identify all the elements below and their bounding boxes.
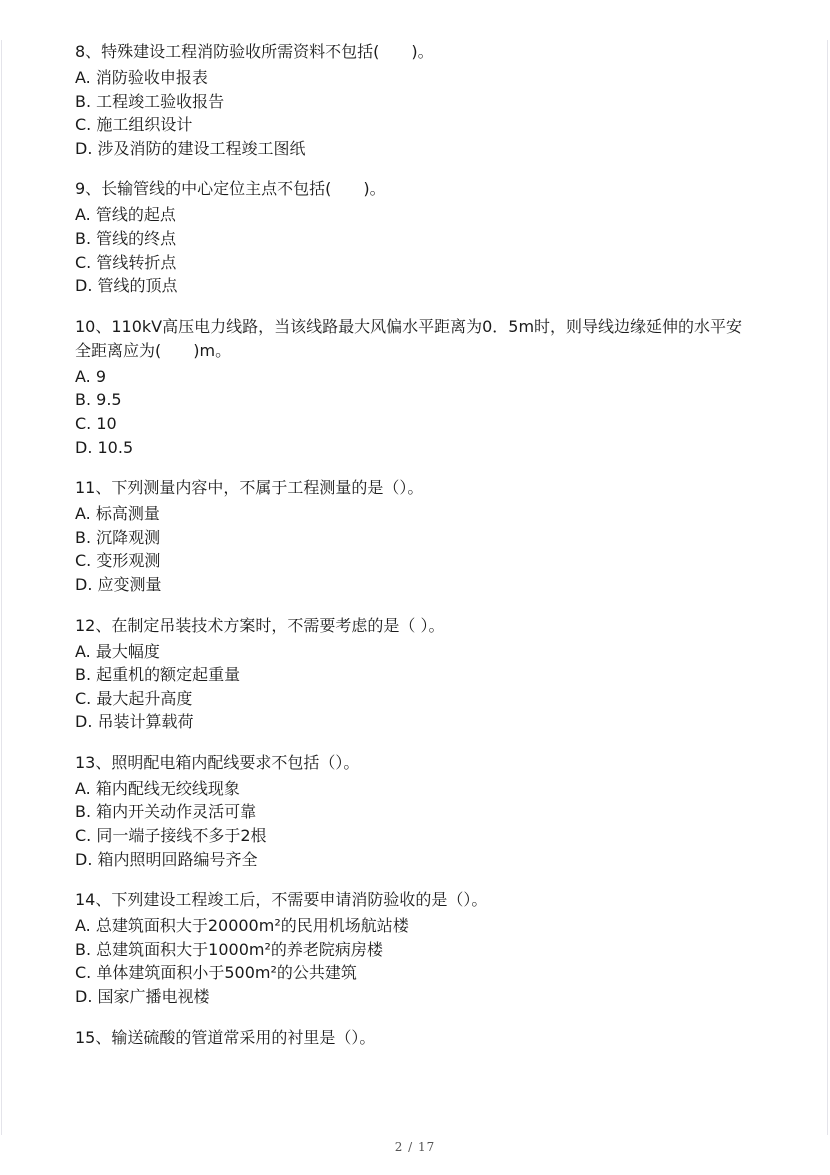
option-a: A. 总建筑面积大于20000m²的民用机场航站楼	[75, 916, 409, 936]
question-stem: 9、长输管线的中心定位主点不包括( )。	[75, 179, 386, 199]
option-list	[75, 365, 755, 459]
question-stem: 8、特殊建设工程消防验收所需资料不包括( )。	[75, 42, 434, 61]
option-b: B. 沉降观测	[75, 527, 161, 547]
option-c: C. 最大起升高度	[75, 688, 193, 708]
option-b: B. 9.5	[75, 390, 122, 410]
question-11	[75, 476, 755, 596]
option-c: C. 10	[75, 413, 117, 433]
option-list	[75, 640, 755, 734]
option-b: B. 起重机的额定起重量	[75, 665, 241, 685]
option-b: B. 箱内开关动作灵活可靠	[75, 802, 257, 822]
question-stem: 13、照明配电箱内配线要求不包括（）。	[75, 752, 360, 772]
question-8	[75, 40, 755, 160]
option-d: D. 国家广播电视楼	[75, 987, 210, 1007]
question-list	[75, 40, 755, 1050]
option-a: A. 标高测量	[75, 504, 160, 524]
question-stem: 15、输送硫酸的管道常采用的衬里是（）。	[75, 1027, 376, 1047]
page-indicator: 2 / 17	[394, 1140, 436, 1154]
question-10	[75, 315, 755, 459]
option-d: D. 10.5	[75, 437, 134, 457]
option-c: C. 施工组织设计	[75, 115, 193, 135]
question-12	[75, 614, 755, 734]
option-c: C. 单体建筑面积小于500m²的公共建筑	[75, 963, 357, 983]
option-a: A. 最大幅度	[75, 641, 160, 661]
option-d: D. 吊装计算载荷	[75, 712, 194, 732]
option-a: A. 消防验收申报表	[75, 68, 208, 87]
option-list	[75, 66, 755, 160]
option-b: B. 管线的终点	[75, 228, 177, 248]
option-a: A. 9	[75, 366, 107, 386]
option-c: C. 变形观测	[75, 551, 161, 571]
option-b: B. 工程竣工验收报告	[75, 91, 225, 111]
option-list	[75, 777, 755, 871]
question-9	[75, 177, 755, 297]
option-a: A. 管线的起点	[75, 205, 176, 225]
question-stem: 12、在制定吊装技术方案时，不需要考虑的是（ ）。	[75, 615, 445, 635]
question-stem: 11、下列测量内容中，不属于工程测量的是（）。	[75, 478, 424, 498]
question-stem: 14、下列建设工程竣工后，不需要申请消防验收的是（）。	[75, 890, 488, 910]
question-15	[75, 1026, 755, 1050]
option-d: D. 涉及消防的建设工程竣工图纸	[75, 138, 306, 158]
option-d: D. 应变测量	[75, 574, 162, 594]
option-c: C. 同一端子接线不多于2根	[75, 826, 267, 846]
option-list	[75, 914, 755, 1008]
option-c: C. 管线转折点	[75, 252, 177, 272]
option-list	[75, 203, 755, 297]
option-b: B. 总建筑面积大于1000m²的养老院病房楼	[75, 939, 383, 959]
question-13	[75, 751, 755, 871]
option-a: A. 箱内配线无绞线现象	[75, 778, 240, 798]
question-14	[75, 888, 755, 1008]
option-list	[75, 502, 755, 596]
question-stem: 10、110kV高压电力线路，当该线路最大风偏水平距离为0．5m时，则导线边缘延伸的水平安全距离应为( )m。	[75, 316, 743, 360]
option-d: D. 箱内照明回路编号齐全	[75, 849, 258, 869]
option-d: D. 管线的顶点	[75, 276, 178, 296]
